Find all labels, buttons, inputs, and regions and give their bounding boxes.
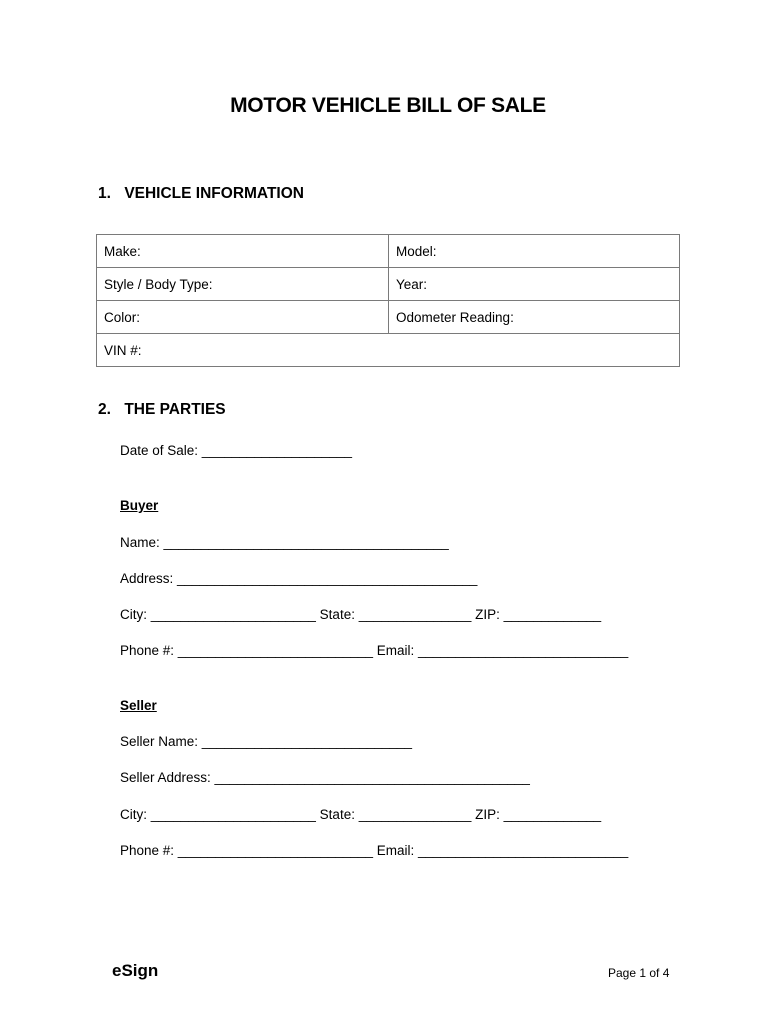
- model-field[interactable]: Model:: [389, 235, 680, 268]
- buyer-heading: Buyer: [120, 498, 159, 513]
- section-2-heading: [98, 401, 226, 419]
- section-1-number: 1.: [98, 185, 111, 202]
- seller-address-field[interactable]: Seller Address: __________________________________________: [120, 770, 530, 785]
- seller-name-field[interactable]: Seller Name: ____________________________: [120, 734, 413, 749]
- section-1-title: VEHICLE INFORMATION: [124, 185, 304, 202]
- make-field[interactable]: Make:: [97, 235, 389, 268]
- odometer-field[interactable]: Odometer Reading:: [389, 301, 680, 334]
- esign-logo: eSign: [112, 961, 159, 980]
- seller-city-state-zip-field[interactable]: City: ______________________ State: _______________ ZIP: _____________: [120, 807, 602, 822]
- vin-field[interactable]: VIN #:: [97, 334, 680, 367]
- page-number: Page 1 of 4: [608, 966, 670, 980]
- date-of-sale-field[interactable]: Date of Sale: ____________________: [120, 443, 352, 458]
- document-title: MOTOR VEHICLE BILL OF SALE: [230, 94, 546, 117]
- section-1-heading: [98, 185, 304, 203]
- section-2-title: THE PARTIES: [124, 401, 226, 418]
- buyer-phone-email-field[interactable]: Phone #: __________________________ Email: ____________________________: [120, 643, 629, 658]
- style-body-type-field[interactable]: Style / Body Type:: [97, 268, 389, 301]
- buyer-city-state-zip-field[interactable]: City: ______________________ State: _______________ ZIP: _____________: [120, 607, 602, 622]
- color-field[interactable]: Color:: [97, 301, 389, 334]
- section-2-number: 2.: [98, 401, 111, 418]
- year-field[interactable]: Year:: [389, 268, 680, 301]
- buyer-name-field[interactable]: Name: ______________________________________: [120, 535, 449, 550]
- buyer-address-field[interactable]: Address: ________________________________________: [120, 571, 478, 586]
- seller-phone-email-field[interactable]: Phone #: __________________________ Email: ____________________________: [120, 843, 629, 858]
- seller-heading: Seller: [120, 698, 157, 713]
- vehicle-information-table: [96, 234, 680, 367]
